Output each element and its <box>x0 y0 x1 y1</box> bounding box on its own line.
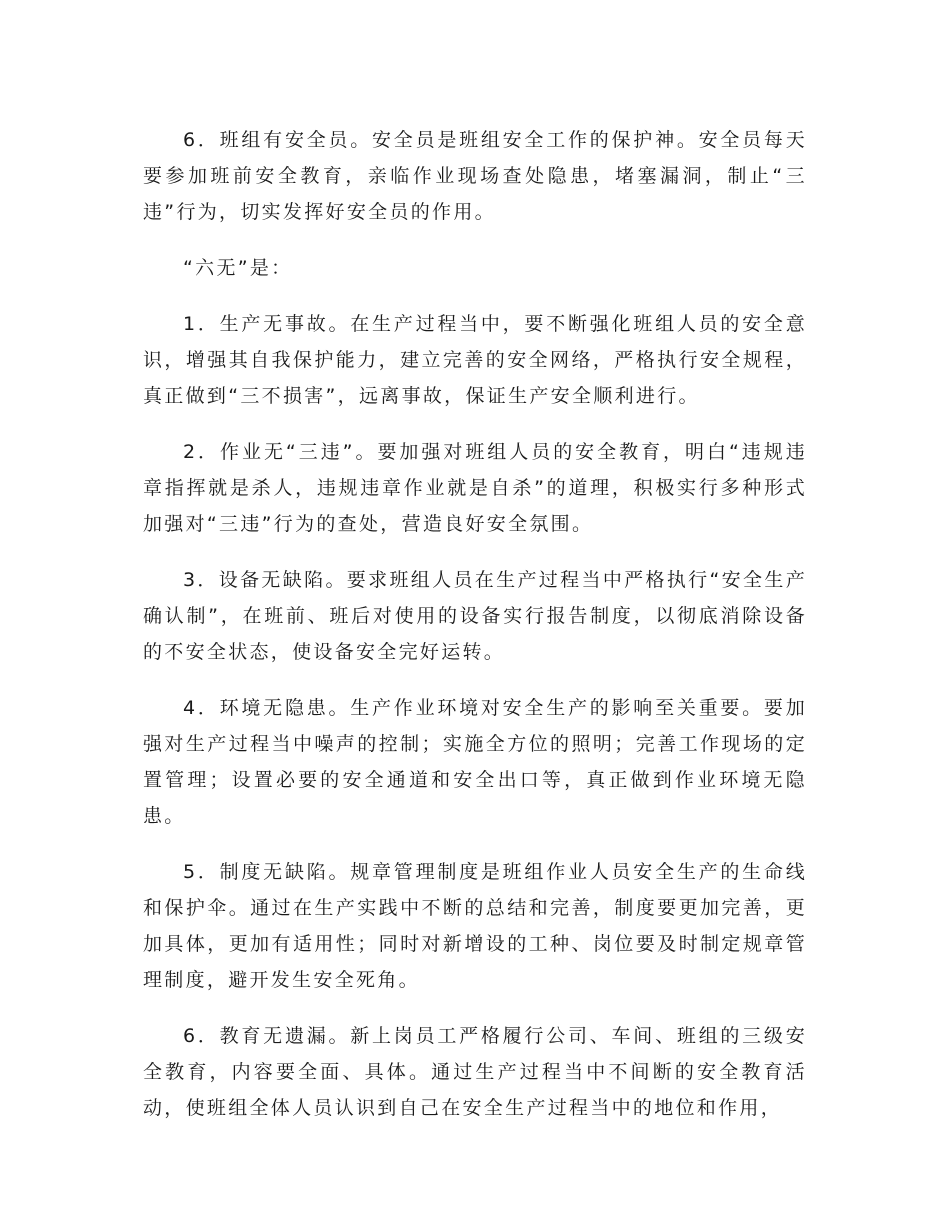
paragraph-no-system-defects: 5．制度无缺陷。规章管理制度是班组作业人员安全生产的生命线和保护伞。通过在生产实践中不断的总结和完善，制度要更加完善，更加具体，更加有适用性；同时对新增设的工种、岗位要及时制定规章管理制度，避开发生安全死角。 <box>143 861 807 991</box>
document-body <box>143 122 807 1146</box>
paragraph-no-equipment-defects: 3．设备无缺陷。要求班组人员在生产过程当中严格执行“安全生产确认制”，在班前、班后对使用的设备实行报告制度，以彻底消除设备的不安全状态，使设备安全完好运转。 <box>143 569 807 663</box>
paragraph-no-accidents: 1．生产无事故。在生产过程当中，要不断强化班组人员的安全意识，增强其自我保护能力，建立完善的安全网络，严格执行安全规程，真正做到“三不损害”，远离事故，保证生产安全顺利进行。 <box>143 313 807 407</box>
paragraph-no-environment-hazards: 4．环境无隐患。生产作业环境对安全生产的影响至关重要。要加强对生产过程当中噪声的控制；实施全方位的照明；完善工作现场的定置管理；设置必要的安全通道和安全出口等，真正做到作业环境无隐患。 <box>143 697 807 827</box>
paragraph-no-violations: 2．作业无“三违”。要加强对班组人员的安全教育，明白“违规违章指挥就是杀人，违规违章作业就是自杀”的道理，积极实行多种形式加强对“三违”行为的查处，营造良好安全氛围。 <box>143 441 807 535</box>
paragraph-six-none-heading: “六无”是： <box>183 257 293 279</box>
paragraph-safety-officer: 6．班组有安全员。安全员是班组安全工作的保护神。安全员每天要参加班前安全教育，亲临作业现场查处隐患，堵塞漏洞，制止“三违”行为，切实发挥好安全员的作用。 <box>143 129 807 223</box>
paragraph-no-education-gaps: 6．教育无遗漏。新上岗员工严格履行公司、车间、班组的三级安全教育，内容要全面、具体。通过生产过程当中不间断的安全教育活动，使班组全体人员认识到自己在安全生产过程当中的地位和作用， <box>143 1025 807 1119</box>
